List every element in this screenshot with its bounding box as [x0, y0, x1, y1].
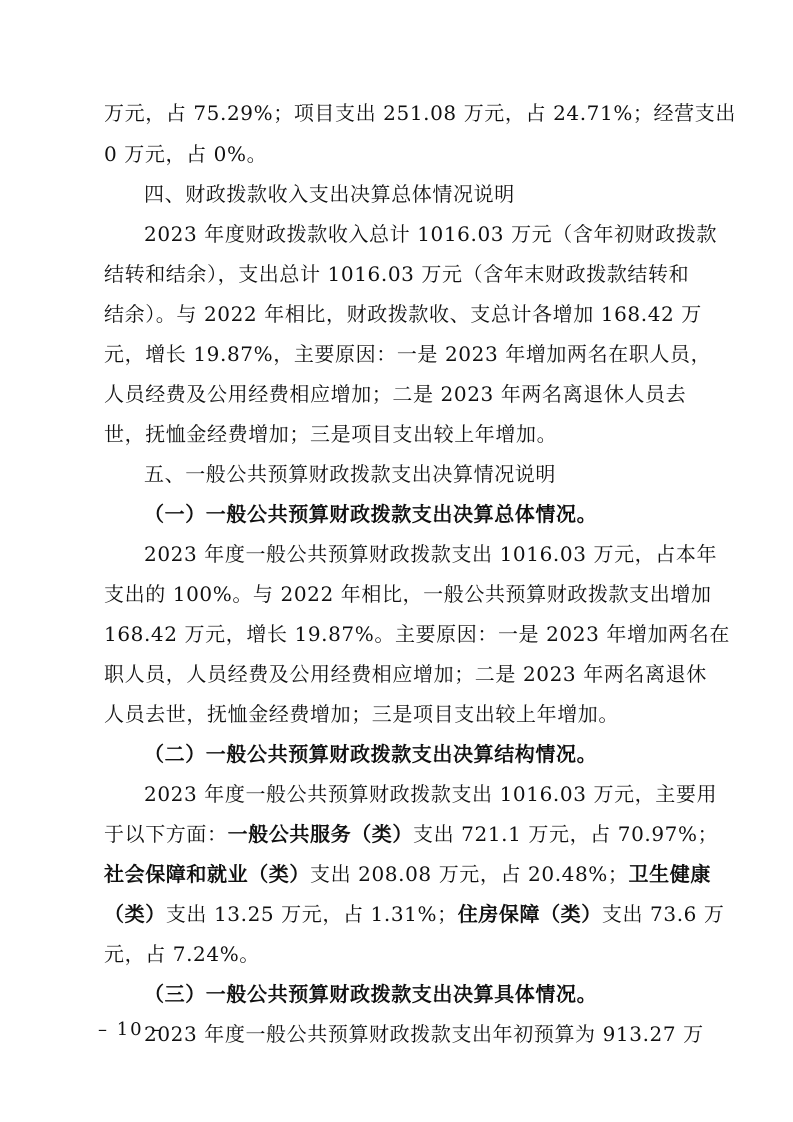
- text-line: 人员经费及公用经费相应增加；二是 2023 年两名离退休人员去: [104, 382, 687, 406]
- text-run: 支出 208.08 万元，占 20.48%；: [310, 862, 629, 886]
- text-line: 结余）。与 2022 年相比，财政拨款收、支总计各增加 168.42 万: [104, 302, 702, 326]
- section-heading: 五、一般公共预算财政拨款支出决算情况说明: [144, 462, 556, 486]
- bold-category: 卫生健康: [628, 862, 711, 886]
- text-line: 2023 年度一般公共预算财政拨款支出 1016.03 万元，主要用: [144, 782, 718, 806]
- text-line: 0 万元，占 0%。: [104, 142, 268, 166]
- subsection-heading: （一）一般公共预算财政拨款支出决算总体情况。: [144, 502, 598, 526]
- text-line: 2023 年度一般公共预算财政拨款支出 1016.03 万元，占本年: [144, 542, 718, 566]
- page-number: – 10 –: [98, 1019, 163, 1040]
- text-line: 人员去世，抚恤金经费增加；三是项目支出较上年增加。: [104, 702, 619, 726]
- text-line: 万元，占 75.29%；项目支出 251.08 万元，占 24.71%；经营支出: [104, 101, 736, 125]
- text-run: 支出 13.25 万元，占 1.31%；: [165, 902, 458, 926]
- text-line: 2023 年度财政拨款收入总计 1016.03 万元（含年初财政拨款: [144, 222, 718, 246]
- text-run: 于以下方面：: [104, 822, 228, 846]
- text-line: 元，占 7.24%。: [104, 942, 260, 966]
- text-line: 元，增长 19.87%，主要原因：一是 2023 年增加两名在职人员，: [104, 342, 712, 366]
- text-line: 结转和结余），支出总计 1016.03 万元（含年末财政拨款结转和: [104, 262, 690, 286]
- text-run: 支出 73.6 万: [601, 902, 725, 926]
- text-line: [104, 900, 725, 928]
- text-line: 支出的 100%。与 2022 年相比，一般公共预算财政拨款支出增加: [104, 582, 712, 606]
- text-line: 2023 年度一般公共预算财政拨款支出年初预算为 913.27 万: [144, 1022, 704, 1046]
- bold-category: 一般公共服务（类）: [227, 822, 414, 846]
- text-line: [104, 820, 719, 848]
- text-line: 职人员，人员经费及公用经费相应增加；二是 2023 年两名离退休: [104, 662, 707, 686]
- text-line: 世，抚恤金经费增加；三是项目支出较上年增加。: [104, 422, 558, 446]
- text-line: [104, 860, 711, 888]
- subsection-heading: （二）一般公共预算财政拨款支出决算结构情况。: [144, 742, 598, 766]
- bold-category: 住房保障（类）: [457, 902, 602, 926]
- section-heading: 四、财政拨款收入支出决算总体情况说明: [144, 182, 515, 206]
- bold-category: （类）: [104, 902, 166, 926]
- bold-category: 社会保障和就业（类）: [104, 862, 310, 886]
- text-line: 168.42 万元，增长 19.87%。主要原因：一是 2023 年增加两名在: [104, 622, 730, 646]
- text-run: 支出 721.1 万元，占 70.97%；: [413, 822, 719, 846]
- subsection-heading: （三）一般公共预算财政拨款支出决算具体情况。: [144, 982, 598, 1006]
